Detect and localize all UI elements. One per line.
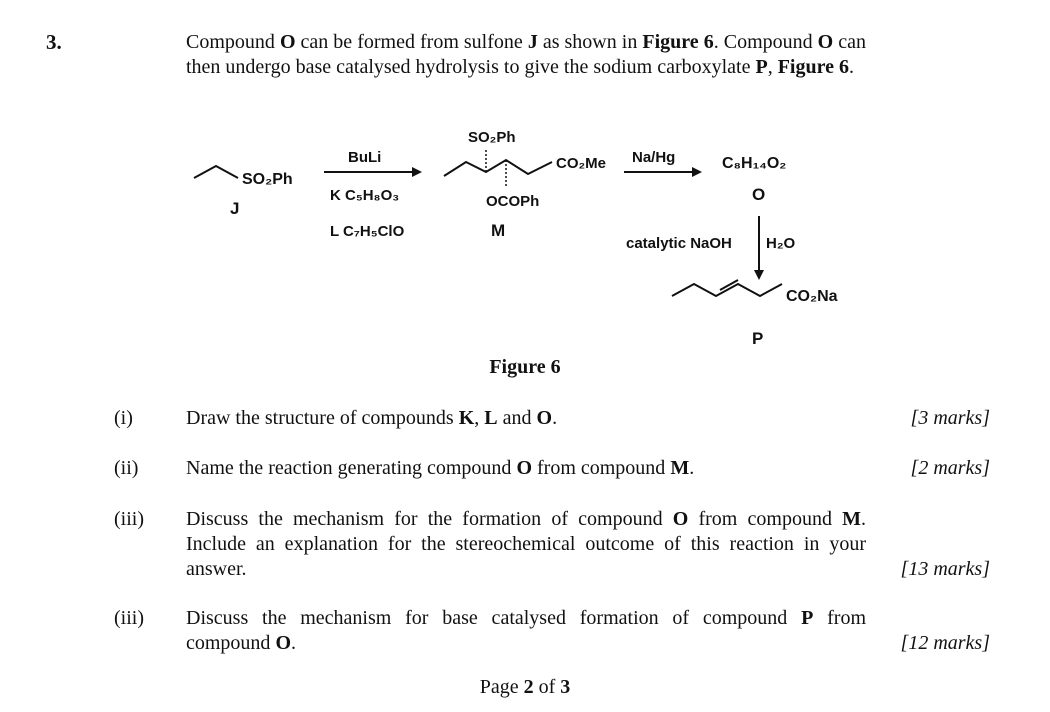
reaction-arrow-1-head [412,167,422,177]
reagent-l: L C₇H₅ClO [330,223,405,240]
part-marks: [2 marks] [910,457,990,479]
compound-m-chain [444,160,552,176]
part-number: (i) [114,407,133,429]
reagent-buli: BuLi [348,149,382,166]
reagent-na-hg: Na/Hg [632,149,676,166]
part-number: (iii) [114,508,144,530]
question-intro: Compound O can be formed from sulfone J as shown in Figure 6. Compound O can then undergo base catalysed hydrolysis to give the sodium carboxylate P, Figure 6. [186,31,866,78]
reagent-naoh: catalytic NaOH [626,235,732,252]
compound-m-ester: CO₂Me [556,155,607,172]
reaction-scheme [186,118,866,358]
page-footer: Page 2 of 3 [479,676,571,698]
reaction-arrow-3-head [754,270,764,280]
compound-j-label: J [230,199,240,218]
part-number: (iii) [114,607,144,629]
compound-p-label: P [752,329,764,348]
compound-j-chain [194,166,238,178]
compound-o-label: O [752,185,766,204]
question-number: 3. [46,30,62,54]
part-number: (ii) [114,457,139,479]
reagent-k: K C₅H₈O₃ [330,187,400,204]
compound-j-substituent: SO₂Ph [242,171,293,188]
figure-caption: Figure 6 [489,356,561,378]
part-text: Discuss the mechanism for base catalysed formation of compound P from compound O. [186,607,866,654]
compound-p-substituent: CO₂Na [786,288,838,305]
compound-m-benzoate: OCOPh [486,193,540,210]
reagent-water: H₂O [766,235,796,252]
part-marks: [13 marks] [900,558,990,580]
reaction-arrow-2-head [692,167,702,177]
compound-m-sulfone: SO₂Ph [468,129,516,146]
part-text: Name the reaction generating compound O from compound M. [186,457,695,479]
compound-m-label: M [491,221,506,240]
part-text: Discuss the mechanism for the formation of compound O from compound M. Include an explanation for the stereochemical outcome of this reaction in your answer. [186,508,866,580]
part-marks: [3 marks] [910,407,990,429]
part-text: Draw the structure of compounds K, L and O. [186,407,558,429]
part-marks: [12 marks] [900,632,990,654]
compound-o-formula: C₈H₁₄O₂ [722,155,787,172]
